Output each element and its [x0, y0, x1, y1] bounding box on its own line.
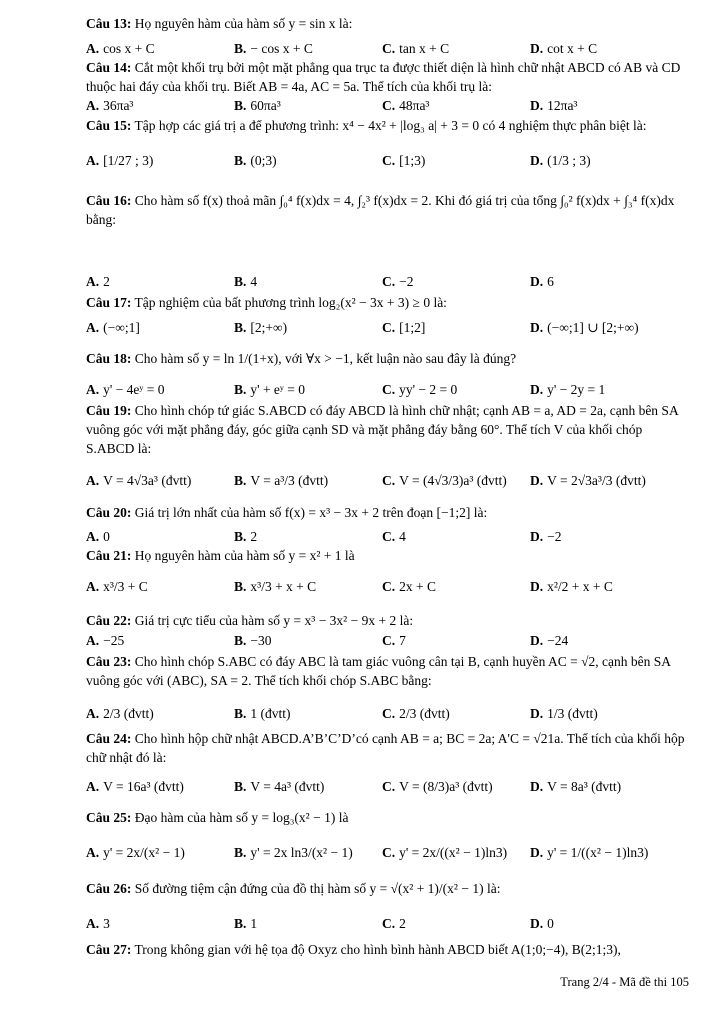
option-text: 12πa³ — [547, 98, 578, 113]
option-a — [86, 151, 153, 171]
option-c — [382, 527, 406, 547]
option-a — [86, 96, 133, 116]
option-label: D. — [530, 382, 544, 397]
option-a — [86, 704, 154, 724]
option-d — [530, 272, 554, 292]
option-d — [530, 151, 591, 171]
option-text: (−∞;1] ∪ [2;+∞) — [547, 320, 639, 335]
option-text: y' = 2x ln3/(x² − 1) — [250, 845, 353, 860]
option-text: 0 — [103, 529, 110, 544]
option-text: 4 — [399, 529, 406, 544]
question-number: Câu 16: — [86, 193, 132, 208]
question-number: Câu 15: — [86, 118, 132, 133]
question-number: Câu 25: — [86, 810, 132, 825]
option-text: −30 — [250, 633, 272, 648]
option-text: 2 — [399, 916, 406, 931]
option-label: C. — [382, 845, 396, 860]
option-label: B. — [234, 633, 247, 648]
question-number: Câu 14: — [86, 60, 132, 75]
question-number: Câu 19: — [86, 403, 132, 418]
option-text: V = 8a³ (đvtt) — [547, 779, 622, 794]
option-text: y' = 2x/(x² − 1) — [103, 845, 185, 860]
option-text: cos x + C — [103, 41, 155, 56]
option-label: D. — [530, 320, 544, 335]
option-b — [234, 631, 272, 651]
question-number: Câu 17: — [86, 295, 132, 310]
option-label: A. — [86, 473, 100, 488]
option-d — [530, 577, 613, 597]
option-a — [86, 777, 184, 797]
option-text: 1/3 (đvtt) — [547, 706, 598, 721]
option-label: D. — [530, 529, 544, 544]
option-text: V = 2√3a³/3 (đvtt) — [547, 473, 646, 488]
question-number: Câu 27: — [86, 942, 132, 957]
option-text: 4 — [250, 274, 258, 289]
option-text: −2 — [547, 529, 562, 544]
option-text: 6 — [547, 274, 554, 289]
option-d — [530, 914, 554, 934]
option-label: B. — [234, 579, 247, 594]
option-b — [234, 577, 316, 597]
option-d — [530, 96, 577, 116]
option-b — [234, 318, 287, 338]
option-label: B. — [234, 473, 247, 488]
question-number: Câu 24: — [86, 731, 132, 746]
option-label: B. — [234, 98, 247, 113]
option-text: y' = 1/((x² − 1)ln3) — [547, 845, 649, 860]
option-label: D. — [530, 579, 544, 594]
option-c — [382, 471, 507, 491]
question-number: Câu 23: — [86, 654, 132, 669]
option-label: A. — [86, 633, 100, 648]
option-c — [382, 843, 507, 863]
option-text: (0;3) — [250, 153, 277, 168]
option-text: 1 (đvtt) — [250, 706, 291, 721]
option-text: y' − 2y = 1 — [547, 382, 606, 397]
option-label: B. — [234, 706, 247, 721]
page-footer: Trang 2/4 - Mã đề thi 105 — [560, 975, 689, 989]
option-label: D. — [530, 274, 544, 289]
option-label: D. — [530, 473, 544, 488]
option-text: (1/3 ; 3) — [547, 153, 591, 168]
option-label: A. — [86, 706, 100, 721]
option-label: C. — [382, 153, 396, 168]
option-label: B. — [234, 779, 247, 794]
option-b — [234, 471, 328, 491]
question-21-options — [86, 577, 692, 599]
option-text: 36πa³ — [103, 98, 134, 113]
option-text: 60πa³ — [250, 98, 281, 113]
option-text: cot x + C — [547, 41, 598, 56]
option-label: D. — [530, 845, 544, 860]
option-d — [530, 704, 598, 724]
option-d — [530, 527, 562, 547]
option-text: V = 16a³ (đvtt) — [103, 779, 184, 794]
option-a — [86, 318, 140, 338]
question-16-stem: Câu 16: Cho hàm số f(x) thoả mãn ∫₀⁴ f(x)dx = 4, ∫₂³ f(x)dx = 2. Khi đó giá trị của tổng ∫₀² f(x)dx + ∫₃⁴ f(x)dx bằng: — [86, 193, 675, 227]
option-label: B. — [234, 382, 247, 397]
option-label: C. — [382, 579, 396, 594]
option-text: V = 4√3a³ (đvtt) — [103, 473, 192, 488]
option-text: x³/3 + x + C — [250, 579, 317, 594]
question-21-stem: Câu 21: Họ nguyên hàm của hàm số y = x² + 1 là — [86, 548, 355, 563]
option-text: V = (4√3/3)a³ (đvtt) — [399, 473, 507, 488]
option-label: A. — [86, 579, 100, 594]
option-a — [86, 843, 185, 863]
option-a — [86, 39, 155, 59]
question-26-options — [86, 914, 692, 936]
option-d — [530, 777, 621, 797]
option-label: C. — [382, 473, 396, 488]
option-b — [234, 704, 291, 724]
option-label: C. — [382, 916, 396, 931]
question-24-stem: Câu 24: Cho hình hộp chữ nhật ABCD.A’B’C’D’có cạnh AB = a; BC = 2a; A'C = √21a. Thể tích của khối hộp chữ nhật đó là: — [86, 731, 685, 765]
option-d — [530, 631, 568, 651]
option-text: yy' − 2 = 0 — [399, 382, 458, 397]
option-text: 2/3 (đvtt) — [399, 706, 450, 721]
option-text: 2/3 (đvtt) — [103, 706, 154, 721]
option-text: x³/3 + C — [103, 579, 148, 594]
question-27-stem: Câu 27: Trong không gian với hệ tọa độ Oxyz cho hình bình hành ABCD biết A(1;0;−4), B(2;1;3), — [86, 942, 621, 957]
question-14-options — [86, 96, 692, 118]
option-text: x²/2 + x + C — [547, 579, 613, 594]
option-c — [382, 272, 414, 292]
option-label: D. — [530, 779, 544, 794]
option-label: B. — [234, 529, 247, 544]
question-23-stem: Câu 23: Cho hình chóp S.ABC có đáy ABC là tam giác vuông cân tại B, cạnh huyền AC = √2, cạnh bên SA vuông góc với (ABC), SA = 2. Thể tích khối chóp S.ABC bằng: — [86, 654, 671, 688]
question-number: Câu 21: — [86, 548, 132, 563]
question-15-stem: Câu 15: Tập hợp các giá trị a để phương trình: x⁴ − 4x² + |log₃ a| + 3 = 0 có 4 nghiệm thực phân biệt là: — [86, 118, 647, 133]
question-number: Câu 13: — [86, 16, 132, 31]
option-label: A. — [86, 320, 100, 335]
question-18-stem: Câu 18: Cho hàm số y = ln 1/(1+x), với ∀x > −1, kết luận nào sau đây là đúng? — [86, 351, 517, 366]
question-20-stem: Câu 20: Giá trị lớn nhất của hàm số f(x) = x³ − 3x + 2 trên đoạn [−1;2] là: — [86, 505, 488, 520]
option-text: V = a³/3 (đvtt) — [250, 473, 329, 488]
option-text: 2x + C — [399, 579, 436, 594]
option-label: B. — [234, 320, 247, 335]
option-text: [1;3) — [399, 153, 426, 168]
option-c — [382, 39, 449, 59]
option-label: A. — [86, 274, 100, 289]
option-text: 48πa³ — [399, 98, 430, 113]
option-label: A. — [86, 153, 100, 168]
option-label: C. — [382, 633, 396, 648]
question-26-stem: Câu 26: Số đường tiệm cận đứng của đồ thị hàm số y = √(x² + 1)/(x² − 1) là: — [86, 881, 501, 896]
question-19-options — [86, 471, 692, 493]
option-text: V = 4a³ (đvtt) — [250, 779, 325, 794]
question-25-options — [86, 843, 692, 865]
option-a — [86, 631, 124, 651]
option-d — [530, 843, 648, 863]
option-text: tan x + C — [399, 41, 450, 56]
option-label: C. — [382, 320, 396, 335]
option-b — [234, 380, 305, 400]
option-label: C. — [382, 779, 396, 794]
option-label: B. — [234, 916, 247, 931]
option-text: [2;+∞) — [250, 320, 288, 335]
option-a — [86, 272, 110, 292]
option-c — [382, 380, 457, 400]
option-c — [382, 96, 429, 116]
option-b — [234, 39, 313, 59]
option-b — [234, 777, 324, 797]
option-label: C. — [382, 706, 396, 721]
option-label: C. — [382, 382, 396, 397]
option-label: C. — [382, 98, 396, 113]
option-label: A. — [86, 41, 100, 56]
question-number: Câu 22: — [86, 613, 132, 628]
option-text: −24 — [547, 633, 569, 648]
question-17-options — [86, 318, 692, 340]
option-d — [530, 380, 605, 400]
option-label: D. — [530, 98, 544, 113]
question-25-stem: Câu 25: Đạo hàm của hàm số y = log₃(x² − 1) là — [86, 810, 349, 825]
option-d — [530, 471, 646, 491]
option-text: 2 — [103, 274, 110, 289]
option-a — [86, 577, 148, 597]
option-b — [234, 914, 257, 934]
option-label: D. — [530, 633, 544, 648]
option-text: 7 — [399, 633, 406, 648]
question-23-options — [86, 704, 692, 726]
option-c — [382, 704, 450, 724]
option-text: −2 — [399, 274, 414, 289]
question-13-stem: Câu 13: Họ nguyên hàm của hàm số y = sin x là: — [86, 16, 353, 31]
option-label: B. — [234, 845, 247, 860]
option-text: [1;2] — [399, 320, 426, 335]
question-number: Câu 26: — [86, 881, 132, 896]
option-b — [234, 151, 277, 171]
option-text: V = (8/3)a³ (đvtt) — [399, 779, 493, 794]
option-a — [86, 471, 191, 491]
option-text: y' − 4eʸ = 0 — [103, 382, 165, 397]
question-19-stem: Câu 19: Cho hình chóp tứ giác S.ABCD có đáy ABCD là hình chữ nhật; cạnh AB = a, AD = 2a, cạnh bên SA vuông góc với mặt phẳng đáy, góc giữa cạnh SD và mặt phẳng đáy bằng 60°. Thể tích V của khối chóp S.ABCD là: — [86, 403, 678, 456]
question-22-options — [86, 631, 692, 653]
option-label: A. — [86, 529, 100, 544]
option-d — [530, 39, 597, 59]
option-label: D. — [530, 153, 544, 168]
question-22-stem: Câu 22: Giá trị cực tiểu của hàm số y = x³ − 3x² − 9x + 2 là: — [86, 613, 414, 628]
option-b — [234, 843, 353, 863]
option-label: A. — [86, 916, 100, 931]
option-a — [86, 914, 110, 934]
option-c — [382, 318, 425, 338]
option-c — [382, 631, 406, 651]
option-a — [86, 380, 165, 400]
option-d — [530, 318, 639, 338]
option-label: A. — [86, 845, 100, 860]
option-text: 1 — [250, 916, 258, 931]
option-label: A. — [86, 382, 100, 397]
option-label: B. — [234, 274, 247, 289]
option-label: D. — [530, 916, 544, 931]
option-c — [382, 914, 406, 934]
option-c — [382, 777, 493, 797]
option-c — [382, 151, 425, 171]
option-b — [234, 527, 257, 547]
option-label: A. — [86, 98, 100, 113]
option-b — [234, 272, 257, 292]
option-text: y' = 2x/((x² − 1)ln3) — [399, 845, 508, 860]
question-number: Câu 18: — [86, 351, 132, 366]
option-label: C. — [382, 41, 396, 56]
question-15-options — [86, 151, 692, 173]
option-label: D. — [530, 41, 544, 56]
question-18-options — [86, 380, 692, 402]
option-label: B. — [234, 153, 247, 168]
option-text: −25 — [103, 633, 125, 648]
question-17-stem: Câu 17: Tập nghiệm của bất phương trình log₂(x² − 3x + 3) ≥ 0 là: — [86, 295, 447, 310]
question-24-options — [86, 777, 692, 799]
question-16-options — [86, 272, 692, 294]
option-c — [382, 577, 436, 597]
option-label: C. — [382, 529, 396, 544]
option-text: 0 — [547, 916, 554, 931]
question-number: Câu 20: — [86, 505, 132, 520]
option-label: B. — [234, 41, 247, 56]
option-text: [1/27 ; 3) — [103, 153, 154, 168]
option-text: 2 — [250, 529, 258, 544]
option-text: y' + eʸ = 0 — [250, 382, 306, 397]
question-14-stem: Câu 14: Cắt một khối trụ bởi một mặt phẳng qua trục ta được thiết diện là hình chữ nhật ABCD có AB và CD thuộc hai đáy của khối trụ. Biết AB = 4a, AC = 5a. Thể tích của khối trụ là: — [86, 60, 681, 94]
option-text: − cos x + C — [250, 41, 313, 56]
option-label: C. — [382, 274, 396, 289]
option-text: 3 — [103, 916, 110, 931]
option-text: (−∞;1] — [103, 320, 140, 335]
option-a — [86, 527, 110, 547]
option-label: A. — [86, 779, 100, 794]
option-b — [234, 96, 281, 116]
option-label: D. — [530, 706, 544, 721]
